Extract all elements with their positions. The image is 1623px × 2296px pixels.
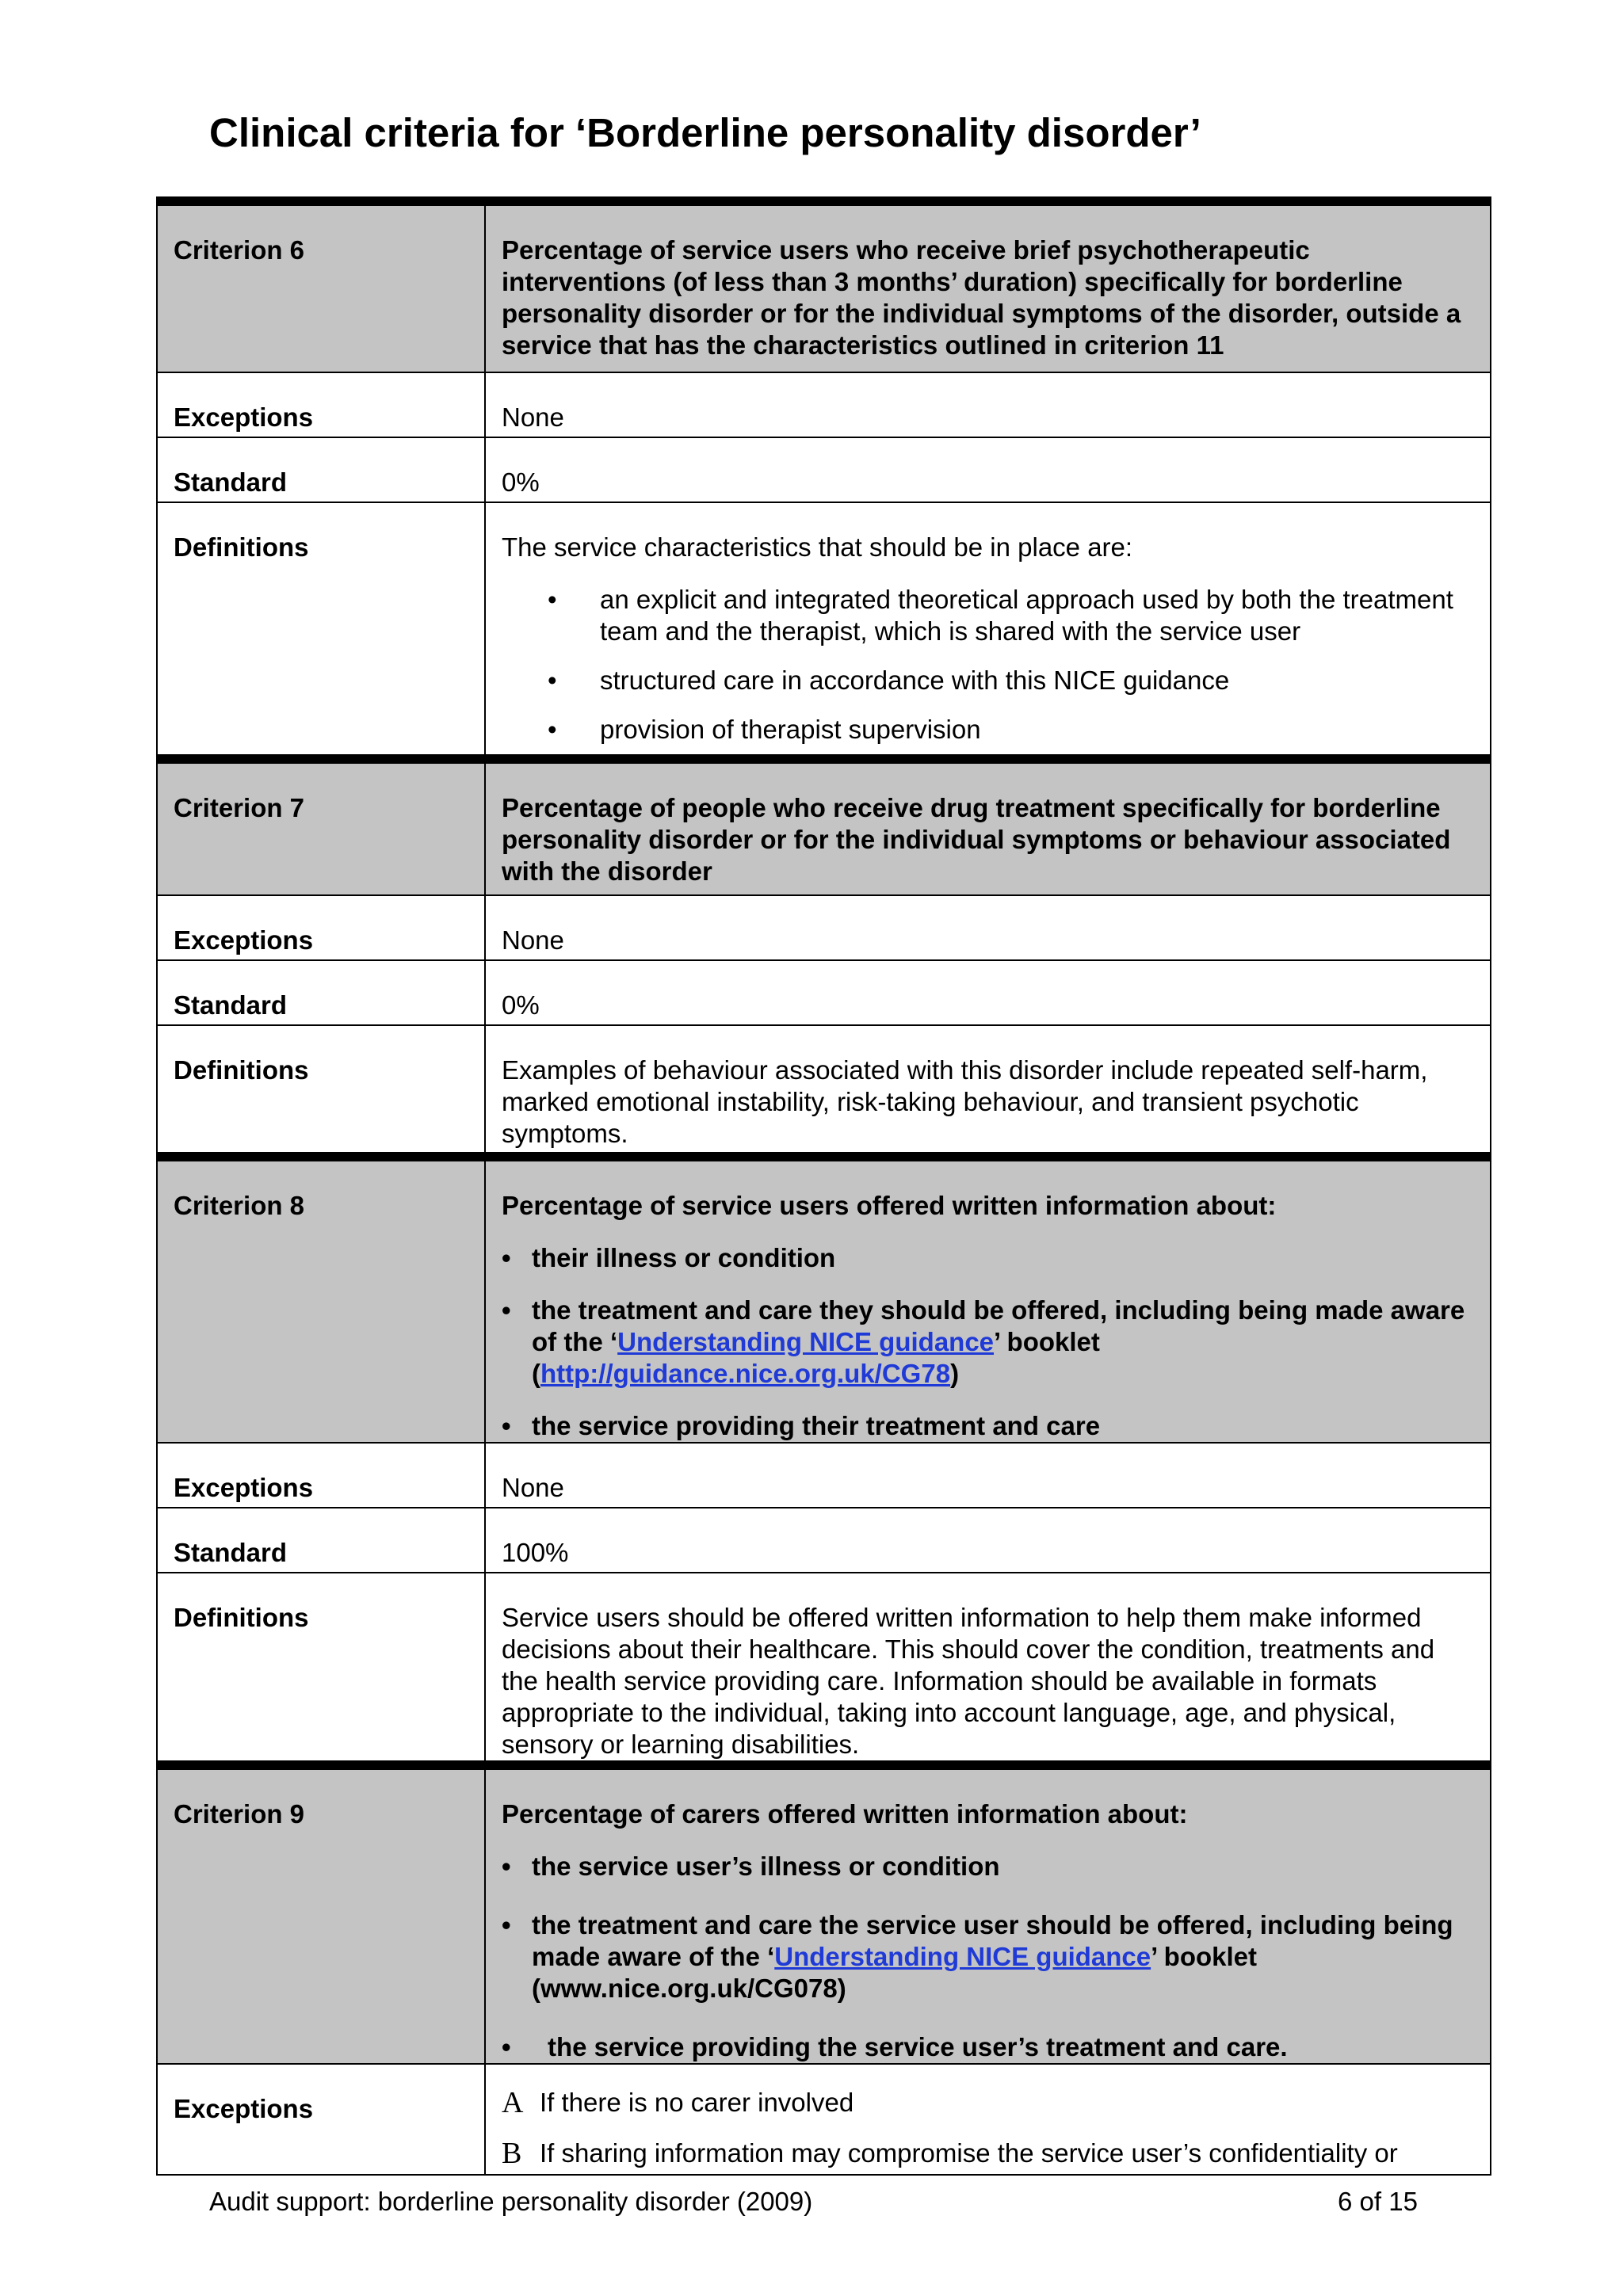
criteria-table	[156, 196, 1491, 2176]
list-item: • the treatment and care they should be offered, including being made aware of the ‘Understanding NICE guidance’ booklet (http://guidance.nice.org.uk/CG78)	[502, 1295, 1465, 1388]
criterion-7-definitions: Examples of behaviour associated with this disorder include repeated self-harm, marked emotional instability, risk-taking behaviour, and transient psychotic symptoms.	[485, 1025, 1491, 1157]
criterion-6-text: Percentage of service users who receive brief psychotherapeutic interventions (of less than 3 months’ duration) specifically for borderline personality disorder or for the individual symptoms of the disorder, outside a service that has the characteristics outlined in criterion 11	[485, 201, 1491, 372]
footer-document-title: Audit support: borderline personality disorder (2009)	[209, 2187, 813, 2216]
bullet-icon: •	[502, 1295, 511, 1325]
letter-a-marker: A	[502, 2086, 524, 2119]
criterion-8-intro: Percentage of service users offered written information about:	[502, 1191, 1277, 1220]
criterion-9-exceptions-row	[157, 2064, 1491, 2175]
list-item: • the treatment and care the service user should be offered, including being made aware of the ‘Understanding NICE guidance’ booklet (www.nice.org.uk/CG078)	[502, 1910, 1453, 2003]
list-item: B If sharing information may compromise the service user’s confidentiality or	[502, 2137, 1398, 2170]
list-item: • an explicit and integrated theoretical approach used by both the treatment team and the therapist, which is shared with the service user	[548, 585, 1453, 646]
exceptions-label: Exceptions	[157, 1443, 485, 1508]
criterion-6-standard-row	[157, 437, 1491, 502]
guidance-url-link[interactable]: http://guidance.nice.org.uk/CG78	[540, 1359, 951, 1388]
bullet-icon: •	[502, 1243, 511, 1272]
bullet-icon: •	[502, 1910, 511, 1939]
page-title: Clinical criteria for ‘Borderline personality disorder’	[209, 110, 1201, 155]
exceptions-label: Exceptions	[157, 895, 485, 960]
criterion-8-row	[157, 1157, 1491, 1443]
criterion-6-row	[157, 201, 1491, 372]
list-item: • the service user’s illness or condition	[502, 1852, 1000, 1881]
criterion-8-bullet-list	[502, 1242, 1474, 1442]
criterion-9-intro: Percentage of carers offered written information about:	[502, 1799, 1188, 1829]
criterion-7-exceptions-row	[157, 895, 1491, 960]
list-item: • their illness or condition	[502, 1243, 836, 1272]
criterion-7-label: Criterion 7	[157, 759, 485, 895]
list-item: • the service providing their treatment and care	[502, 1411, 1101, 1440]
criterion-6-exceptions: None	[485, 372, 1491, 437]
definitions-label: Definitions	[157, 1573, 485, 1765]
criterion-7-exceptions: None	[485, 895, 1491, 960]
standard-label: Standard	[157, 1508, 485, 1573]
standard-label: Standard	[157, 960, 485, 1025]
list-item: • structured care in accordance with this NICE guidance	[548, 666, 1230, 695]
criterion-6-standard: 0%	[485, 437, 1491, 502]
criterion-8-exceptions-row	[157, 1443, 1491, 1508]
list-item: • provision of therapist supervision	[548, 715, 981, 744]
bullet-icon: •	[548, 585, 557, 614]
understanding-nice-guidance-link[interactable]: Understanding NICE guidance	[774, 1942, 1151, 1971]
criterion-8-standard-row	[157, 1508, 1491, 1573]
criterion-8-exceptions: None	[485, 1443, 1491, 1508]
criterion-6-definitions	[485, 502, 1491, 759]
bullet-icon: •	[502, 1852, 511, 1881]
definitions-label: Definitions	[157, 502, 485, 759]
understanding-nice-guidance-link[interactable]: Understanding NICE guidance	[617, 1327, 995, 1356]
exceptions-label: Exceptions	[157, 372, 485, 437]
criterion-9-exceptions	[485, 2064, 1491, 2175]
exceptions-label: Exceptions	[157, 2064, 485, 2175]
criterion-9-bullet-list	[502, 1851, 1474, 2063]
criterion-6-exceptions-row	[157, 372, 1491, 437]
footer-page-number: 6 of 15	[1338, 2187, 1418, 2216]
criterion-8-standard: 100%	[485, 1508, 1491, 1573]
criterion-8-definitions: Service users should be offered written information to help them make informed decisions about their healthcare. This should cover the condition, treatments and the health service providing care. Information should be available in formats appropriate to the individual, taking into account language, age, and physical, sensory or learning disabilities.	[485, 1573, 1491, 1765]
criterion-8-text	[485, 1157, 1491, 1443]
criterion-8-label: Criterion 8	[157, 1157, 485, 1443]
bullet-icon: •	[502, 1411, 511, 1440]
bullet-icon: •	[502, 2032, 511, 2061]
standard-label: Standard	[157, 437, 485, 502]
criterion-9-text	[485, 1765, 1491, 2064]
criterion-7-row	[157, 759, 1491, 895]
bullet-icon: •	[548, 715, 557, 744]
definitions-intro: The service characteristics that should be in place are:	[502, 532, 1133, 562]
criterion-7-text: Percentage of people who receive drug treatment specifically for borderline personality disorder or for the individual symptoms or behaviour associated with the disorder	[485, 759, 1491, 895]
criterion-6-definitions-row	[157, 502, 1491, 759]
exceptions-list	[502, 2087, 1474, 2169]
definitions-bullet-list	[502, 584, 1474, 746]
criterion-7-definitions-row	[157, 1025, 1491, 1157]
criterion-7-standard-row	[157, 960, 1491, 1025]
criterion-8-definitions-row	[157, 1573, 1491, 1765]
criterion-9-label: Criterion 9	[157, 1765, 485, 2064]
definitions-label: Definitions	[157, 1025, 485, 1157]
criterion-7-standard: 0%	[485, 960, 1491, 1025]
criterion-6-label: Criterion 6	[157, 201, 485, 372]
criterion-9-row	[157, 1765, 1491, 2064]
letter-b-marker: B	[502, 2137, 522, 2170]
list-item: • the service providing the service user’s treatment and care.	[502, 2032, 1288, 2061]
bullet-icon: •	[548, 666, 557, 695]
list-item: A If there is no carer involved	[502, 2086, 854, 2119]
